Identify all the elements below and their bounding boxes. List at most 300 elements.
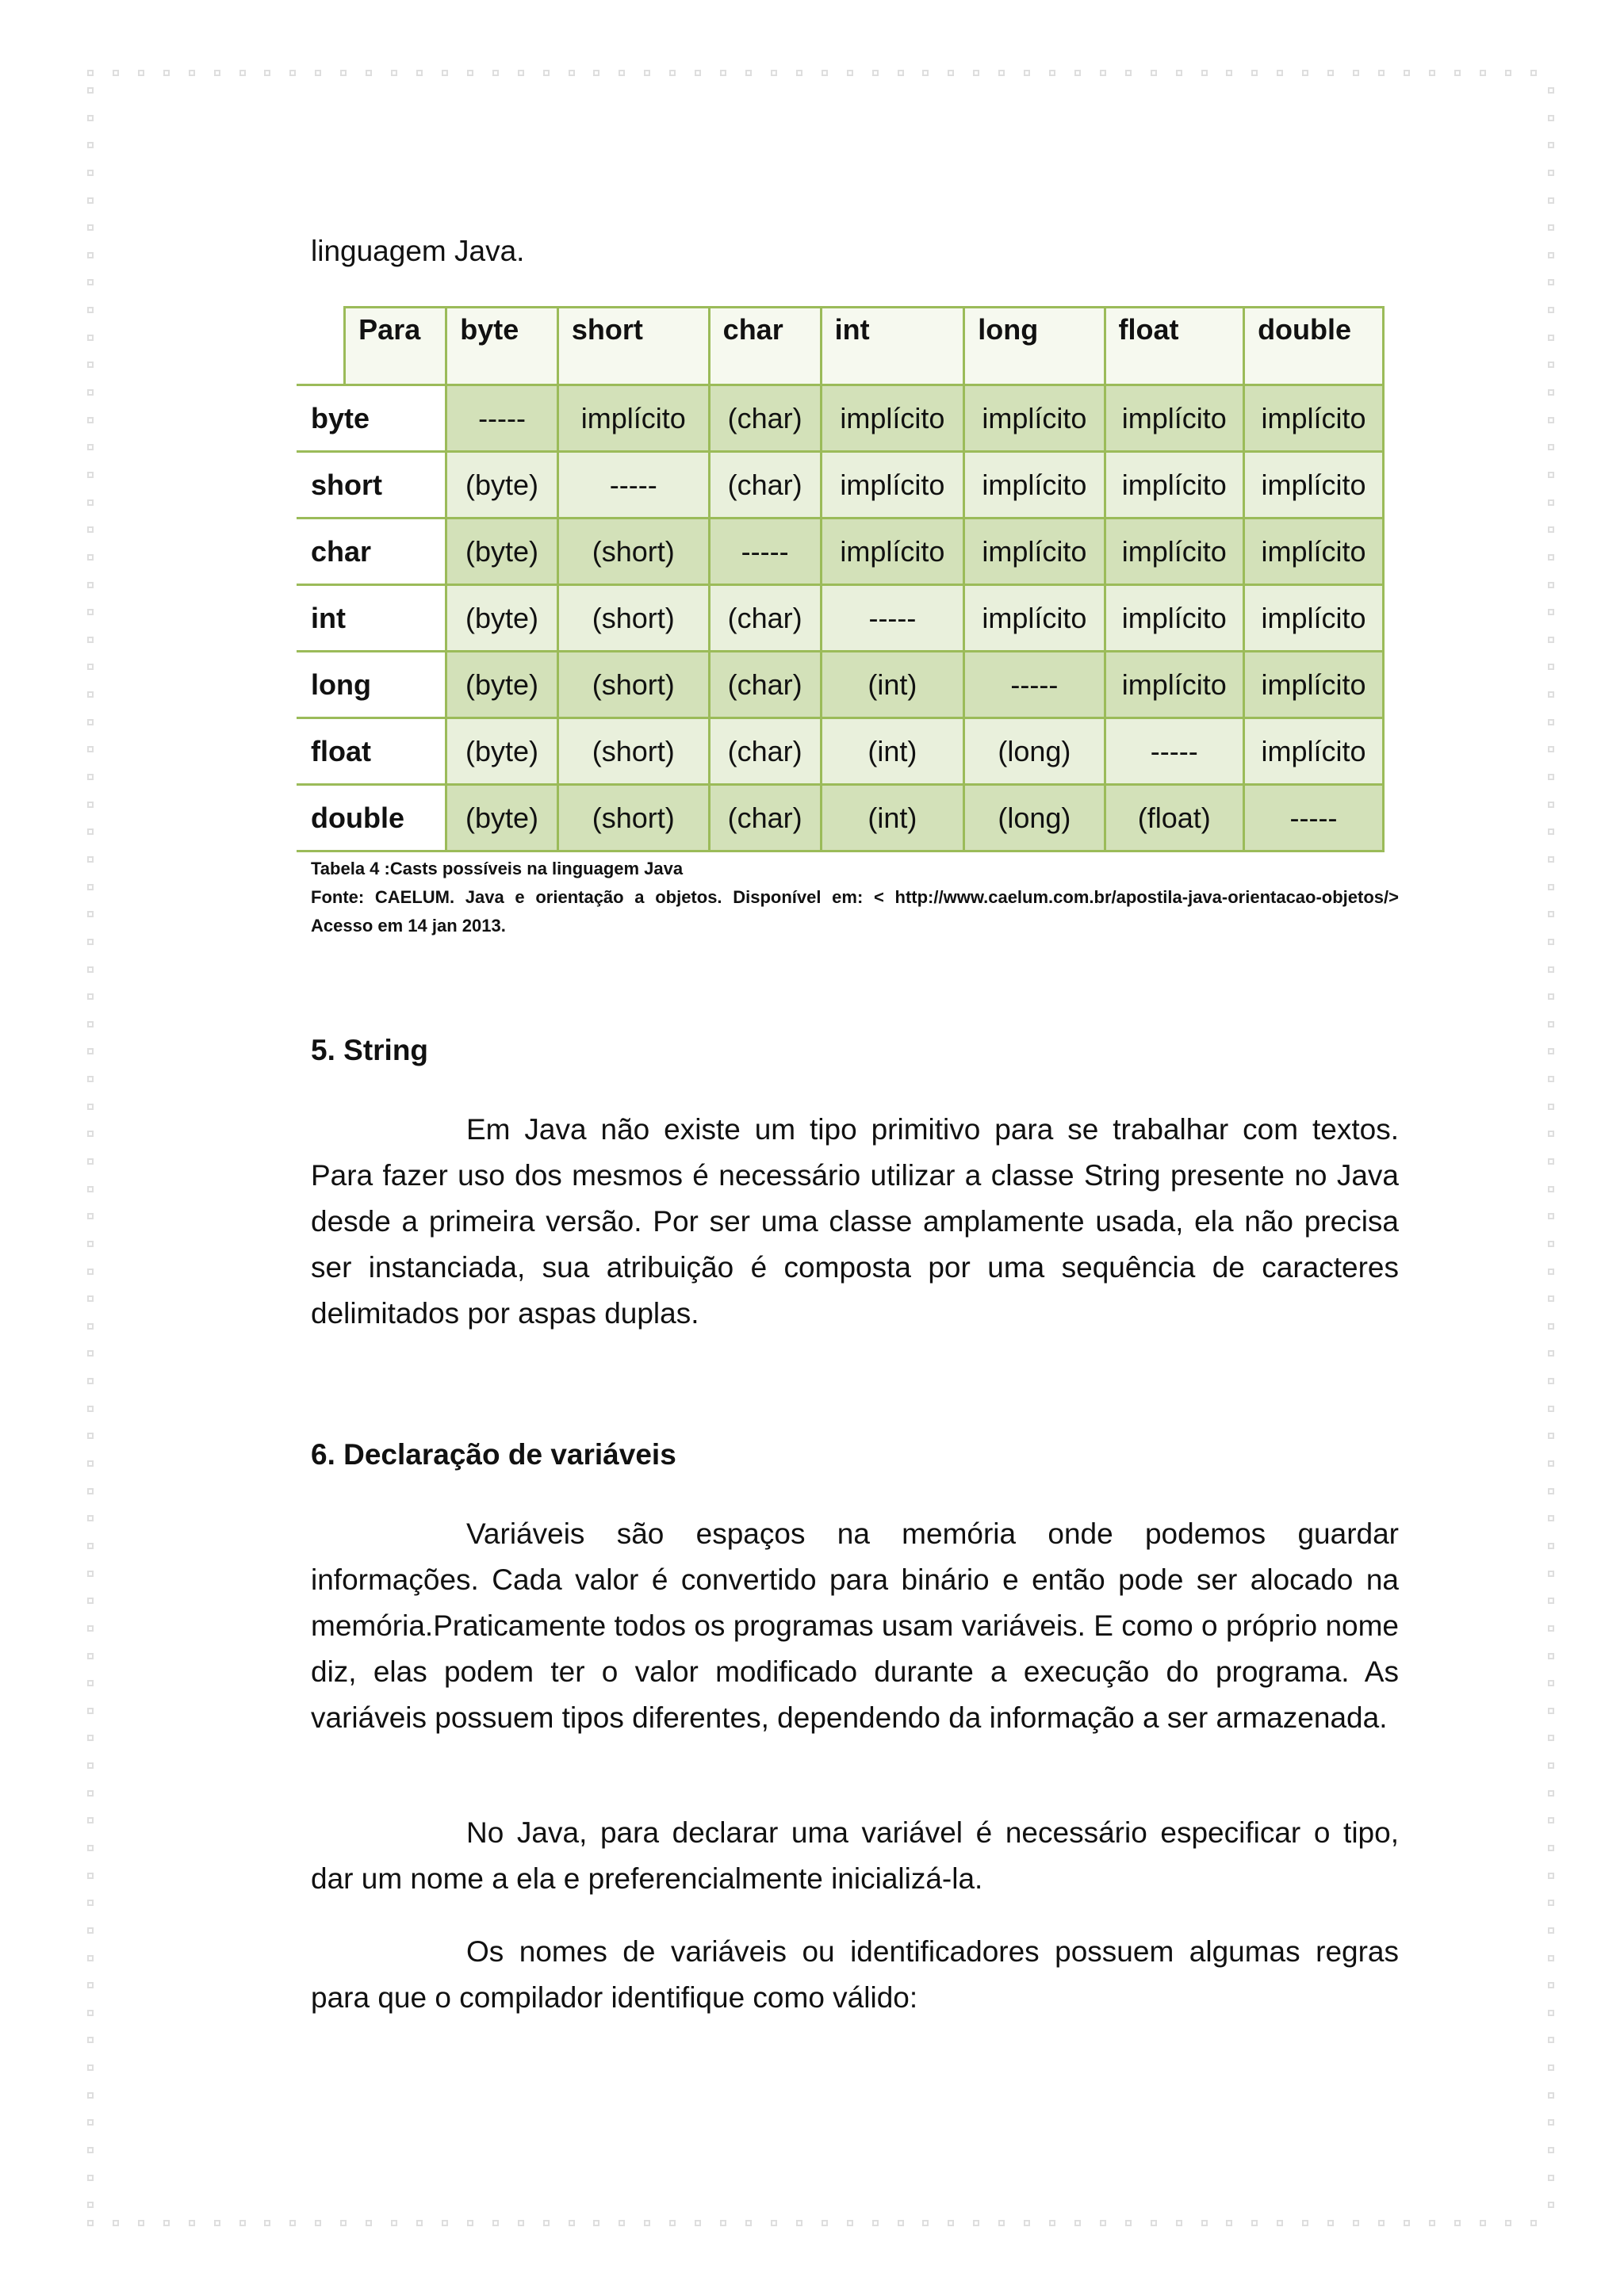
border-square xyxy=(569,2220,575,2226)
table-cell: ----- xyxy=(1244,785,1384,851)
border-square xyxy=(366,2220,372,2226)
table-cell: implícito xyxy=(1105,652,1244,718)
border-square xyxy=(87,1708,94,1714)
border-square xyxy=(1548,2037,1554,2043)
table-row xyxy=(297,519,1384,585)
table-caption xyxy=(311,855,1399,940)
border-square xyxy=(87,993,94,1000)
border-square xyxy=(1548,1708,1554,1714)
table-cell: implícito xyxy=(964,452,1105,519)
border-square xyxy=(898,70,904,76)
table-row-header: double xyxy=(297,785,446,851)
border-square xyxy=(1548,554,1554,561)
table-cell: ----- xyxy=(557,452,709,519)
border-square xyxy=(1429,70,1435,76)
border-square xyxy=(1548,279,1554,285)
border-square xyxy=(1548,335,1554,341)
border-square xyxy=(1548,1104,1554,1110)
table-cell: (byte) xyxy=(446,585,558,652)
border-square xyxy=(87,939,94,945)
table-cell: (char) xyxy=(709,585,821,652)
border-square xyxy=(264,2220,270,2226)
border-square xyxy=(1548,362,1554,368)
page-border-right xyxy=(1548,87,1557,2209)
border-square xyxy=(1548,1790,1554,1797)
table-cell: (int) xyxy=(821,718,964,785)
border-square xyxy=(1454,70,1461,76)
border-square xyxy=(847,2220,853,2226)
table-cell: (int) xyxy=(821,652,964,718)
border-square xyxy=(1024,70,1030,76)
border-square xyxy=(822,70,828,76)
border-square xyxy=(1548,2202,1554,2208)
border-square xyxy=(1302,70,1308,76)
border-square xyxy=(87,417,94,423)
border-square xyxy=(1548,1900,1554,1906)
border-square xyxy=(1548,1571,1554,1577)
border-square xyxy=(87,1817,94,1823)
table-row xyxy=(297,785,1384,851)
border-square xyxy=(1548,1680,1554,1686)
border-square xyxy=(1548,1653,1554,1659)
border-square xyxy=(87,1048,94,1054)
border-square xyxy=(1074,2220,1081,2226)
border-square xyxy=(1548,252,1554,258)
border-square xyxy=(87,1845,94,1851)
border-square xyxy=(1548,911,1554,917)
border-square xyxy=(998,2220,1005,2226)
table-cell: (char) xyxy=(709,718,821,785)
border-square xyxy=(87,1955,94,1961)
table-cell: implícito xyxy=(1105,519,1244,585)
table-cell: implícito xyxy=(821,385,964,452)
border-square xyxy=(1548,1295,1554,1302)
border-square xyxy=(1100,2220,1106,2226)
border-square xyxy=(87,1378,94,1384)
table-cell: implícito xyxy=(1244,718,1384,785)
table-row xyxy=(297,585,1384,652)
border-square xyxy=(87,554,94,561)
table-cell: implícito xyxy=(1105,585,1244,652)
border-square xyxy=(87,1735,94,1741)
border-square xyxy=(1024,2220,1030,2226)
border-square xyxy=(872,2220,879,2226)
border-square xyxy=(1548,1735,1554,1741)
border-square xyxy=(1548,1021,1554,1027)
border-square xyxy=(87,774,94,780)
border-square xyxy=(87,224,94,231)
section-paragraph: Em Java não existe um tipo primitivo para se trabalhar com textos. Para fazer uso dos mesmos é necessário utilizar a classe String presente no Java desde a primeira versão. Por ser uma classe amplamente usada, ela não precisa ser instanciada, sua atribuição é composta por uma sequência de caracteres delimitados por aspas duplas. xyxy=(311,1113,1399,1330)
table-header-col: float xyxy=(1105,308,1244,385)
table-body xyxy=(297,385,1384,851)
border-square xyxy=(1125,70,1132,76)
border-square xyxy=(1548,142,1554,148)
border-square xyxy=(1548,1598,1554,1604)
border-square xyxy=(1548,2064,1554,2071)
border-square xyxy=(87,884,94,890)
border-square xyxy=(1548,499,1554,506)
border-square xyxy=(1548,884,1554,890)
table-cell: implícito xyxy=(1244,585,1384,652)
border-square xyxy=(87,1515,94,1521)
border-square xyxy=(973,70,979,76)
border-square xyxy=(87,1186,94,1192)
border-square xyxy=(214,70,220,76)
border-square xyxy=(1548,1269,1554,1275)
table-cell: ----- xyxy=(964,652,1105,718)
table-header-col: long xyxy=(964,308,1105,385)
table-cell: (byte) xyxy=(446,785,558,851)
border-square xyxy=(1151,70,1157,76)
border-square xyxy=(644,2220,650,2226)
border-square xyxy=(87,1680,94,1686)
section-paragraph: Os nomes de variáveis ou identificadores possuem algumas regras para que o compilador identifique como válido: xyxy=(311,1935,1399,2014)
border-square xyxy=(87,1269,94,1275)
border-square xyxy=(1548,87,1554,94)
border-square xyxy=(1049,70,1055,76)
border-square xyxy=(720,70,726,76)
section-paragraph: Variáveis são espaços na memória onde podemos guardar informações. Cada valor é convertido para binário e então pode ser alocado na memória.Praticamente todos os programas usam variáveis. E como o próprio nome diz, elas podem ter o valor modificado durante a execução do programa. As variáveis possuem tipos diferentes, dependendo da informação a ser armazenada. xyxy=(311,1517,1399,1734)
border-square xyxy=(669,70,676,76)
border-square xyxy=(1548,1845,1554,1851)
border-square xyxy=(189,2220,195,2226)
border-square xyxy=(644,70,650,76)
border-square xyxy=(1505,2220,1511,2226)
border-square xyxy=(163,70,170,76)
border-square xyxy=(113,2220,119,2226)
table-cell: (byte) xyxy=(446,452,558,519)
border-square xyxy=(1548,1460,1554,1467)
section-heading-string: 5. String xyxy=(311,1034,429,1066)
border-square xyxy=(87,142,94,148)
border-square xyxy=(289,2220,296,2226)
border-square xyxy=(1548,1378,1554,1384)
border-square xyxy=(922,70,929,76)
border-square xyxy=(87,1653,94,1659)
border-square xyxy=(745,70,752,76)
table-row-header: short xyxy=(297,452,446,519)
border-square xyxy=(948,2220,954,2226)
border-square xyxy=(87,582,94,588)
border-square xyxy=(391,2220,397,2226)
border-square xyxy=(1378,70,1385,76)
table-cell: (short) xyxy=(557,585,709,652)
border-square xyxy=(87,1104,94,1110)
border-square xyxy=(366,70,372,76)
border-square xyxy=(87,252,94,258)
border-square xyxy=(1548,582,1554,588)
border-square xyxy=(1548,1817,1554,1823)
border-square xyxy=(87,1406,94,1412)
border-square xyxy=(87,1927,94,1934)
border-square xyxy=(1429,2220,1435,2226)
border-square xyxy=(1201,70,1208,76)
border-square xyxy=(1548,719,1554,725)
border-square xyxy=(1251,70,1258,76)
border-square xyxy=(87,664,94,670)
border-square xyxy=(1548,746,1554,752)
border-square xyxy=(1548,1433,1554,1439)
border-square xyxy=(113,70,119,76)
border-square xyxy=(189,70,195,76)
border-square xyxy=(87,1598,94,1604)
border-square xyxy=(1226,2220,1232,2226)
border-square xyxy=(87,1076,94,1082)
border-square xyxy=(973,2220,979,2226)
table-cell: (short) xyxy=(557,718,709,785)
border-square xyxy=(1548,1982,1554,1988)
border-square xyxy=(1548,691,1554,698)
border-square xyxy=(1548,1048,1554,1054)
border-square xyxy=(87,609,94,615)
border-square xyxy=(87,197,94,204)
border-square xyxy=(87,115,94,121)
border-square xyxy=(1548,170,1554,176)
table-cell: (long) xyxy=(964,718,1105,785)
border-square xyxy=(1548,609,1554,615)
border-square xyxy=(1404,2220,1410,2226)
border-square xyxy=(1548,856,1554,863)
border-square xyxy=(1548,966,1554,973)
table-row xyxy=(297,652,1384,718)
border-square xyxy=(87,1625,94,1632)
border-square xyxy=(87,1131,94,1137)
border-square xyxy=(1100,70,1106,76)
border-square xyxy=(315,70,321,76)
border-square xyxy=(87,170,94,176)
border-square xyxy=(492,70,499,76)
table-cell: (byte) xyxy=(446,652,558,718)
border-square xyxy=(1548,389,1554,396)
table-row-header: float xyxy=(297,718,446,785)
border-square xyxy=(1548,1186,1554,1192)
border-square xyxy=(619,2220,625,2226)
border-square xyxy=(771,2220,777,2226)
table-caption-source: Fonte: CAELUM. Java e orientação a objetos. Disponível em: < http://www.caelum.com.br/apostila-java-orientacao-objetos/> Acesso em 14 jan 2013. xyxy=(311,887,1399,936)
border-square xyxy=(569,70,575,76)
table-header-col: char xyxy=(709,308,821,385)
border-square xyxy=(87,719,94,725)
border-square xyxy=(87,746,94,752)
table-cell: (char) xyxy=(709,452,821,519)
border-square xyxy=(87,2037,94,2043)
border-square xyxy=(87,1158,94,1165)
border-square xyxy=(87,2220,94,2226)
border-square xyxy=(1548,637,1554,643)
border-square xyxy=(138,70,144,76)
border-square xyxy=(1548,444,1554,450)
border-square xyxy=(87,966,94,973)
border-square xyxy=(771,70,777,76)
border-square xyxy=(619,70,625,76)
border-square xyxy=(1302,2220,1308,2226)
border-square xyxy=(239,70,246,76)
table-caption-title: Tabela 4 :Casts possíveis na linguagem Java xyxy=(311,859,684,878)
border-square xyxy=(87,335,94,341)
border-square xyxy=(87,2175,94,2181)
border-square xyxy=(416,70,423,76)
border-square xyxy=(518,2220,524,2226)
table-cell: implícito xyxy=(821,452,964,519)
section-heading-variables: 6. Declaração de variáveis xyxy=(311,1438,676,1471)
border-square xyxy=(822,2220,828,2226)
table-cell: implícito xyxy=(557,385,709,452)
table-cell: implícito xyxy=(1105,385,1244,452)
table-cell: implícito xyxy=(1105,452,1244,519)
border-square xyxy=(1548,802,1554,808)
border-square xyxy=(87,1021,94,1027)
border-square xyxy=(1353,2220,1359,2226)
border-square xyxy=(87,2147,94,2153)
table-row xyxy=(297,385,1384,452)
border-square xyxy=(340,2220,347,2226)
section-paragraph: No Java, para declarar uma variável é necessário especificar o tipo, dar um nome a ela e preferencialmente inicializá-la. xyxy=(311,1816,1399,1895)
border-square xyxy=(1327,70,1334,76)
table-corner-blank xyxy=(297,308,345,385)
border-square xyxy=(796,2220,802,2226)
border-square xyxy=(87,1982,94,1988)
table-cell: (char) xyxy=(709,385,821,452)
border-square xyxy=(239,2220,246,2226)
border-square xyxy=(1251,2220,1258,2226)
border-square xyxy=(1548,1158,1554,1165)
table-row-header: long xyxy=(297,652,446,718)
table-header-col: double xyxy=(1244,308,1384,385)
border-square xyxy=(87,1488,94,1494)
border-square xyxy=(543,70,550,76)
border-square xyxy=(87,1571,94,1577)
border-square xyxy=(1548,2147,1554,2153)
border-square xyxy=(87,637,94,643)
border-square xyxy=(442,2220,448,2226)
table-cell: (byte) xyxy=(446,519,558,585)
border-square xyxy=(695,70,701,76)
border-square xyxy=(87,1241,94,1247)
table-row-header: byte xyxy=(297,385,446,452)
border-square xyxy=(720,2220,726,2226)
border-square xyxy=(87,87,94,94)
border-square xyxy=(1548,939,1554,945)
border-square xyxy=(87,2010,94,2016)
border-square xyxy=(1480,2220,1486,2226)
table-cell: implícito xyxy=(964,585,1105,652)
border-square xyxy=(1201,2220,1208,2226)
border-square xyxy=(315,2220,321,2226)
border-square xyxy=(87,1295,94,1302)
table-cell: (int) xyxy=(821,785,964,851)
table-cell: (short) xyxy=(557,519,709,585)
table-cell: implícito xyxy=(1244,519,1384,585)
border-square xyxy=(214,2220,220,2226)
border-square xyxy=(1454,2220,1461,2226)
table-cell: implícito xyxy=(1244,452,1384,519)
border-square xyxy=(87,1350,94,1357)
border-square xyxy=(593,70,599,76)
border-square xyxy=(87,828,94,835)
table-cell: implícito xyxy=(1244,385,1384,452)
table-cell: implícito xyxy=(1244,652,1384,718)
border-square xyxy=(1548,2175,1554,2181)
border-square xyxy=(669,2220,676,2226)
border-square xyxy=(1548,1241,1554,1247)
border-square xyxy=(847,70,853,76)
border-square xyxy=(1548,828,1554,835)
border-square xyxy=(1548,1873,1554,1879)
border-square xyxy=(87,2064,94,2071)
border-square xyxy=(998,70,1005,76)
border-square xyxy=(87,691,94,698)
border-square xyxy=(87,1790,94,1797)
border-square xyxy=(1548,2010,1554,2016)
border-square xyxy=(898,2220,904,2226)
border-square xyxy=(872,70,879,76)
table-cell: (long) xyxy=(964,785,1105,851)
border-square xyxy=(87,1762,94,1769)
border-square xyxy=(87,499,94,506)
table-header-para: Para xyxy=(345,308,446,385)
border-square xyxy=(1548,774,1554,780)
border-square xyxy=(1327,2220,1334,2226)
table-cell: implícito xyxy=(964,385,1105,452)
border-square xyxy=(1548,197,1554,204)
border-square xyxy=(87,802,94,808)
border-square xyxy=(340,70,347,76)
border-square xyxy=(1548,1131,1554,1137)
border-square xyxy=(1074,70,1081,76)
border-square xyxy=(87,70,94,76)
table-row xyxy=(297,452,1384,519)
border-square xyxy=(87,856,94,863)
border-square xyxy=(796,70,802,76)
border-square xyxy=(87,472,94,478)
table-cell: (char) xyxy=(709,785,821,851)
table-header-col: int xyxy=(821,308,964,385)
intro-text: linguagem Java. xyxy=(311,235,525,267)
border-square xyxy=(1378,2220,1385,2226)
border-square xyxy=(87,1900,94,1906)
border-square xyxy=(1548,115,1554,121)
border-square xyxy=(1548,1955,1554,1961)
border-square xyxy=(87,279,94,285)
border-square xyxy=(1548,993,1554,1000)
border-square xyxy=(87,2092,94,2099)
border-square xyxy=(87,2119,94,2126)
border-square xyxy=(1548,1543,1554,1549)
table-cell: (byte) xyxy=(446,718,558,785)
border-square xyxy=(87,444,94,450)
table-row-header: int xyxy=(297,585,446,652)
border-square xyxy=(467,2220,473,2226)
border-square xyxy=(1548,1323,1554,1330)
border-square xyxy=(922,2220,929,2226)
border-square xyxy=(1548,1076,1554,1082)
border-square xyxy=(518,70,524,76)
table-cell: (short) xyxy=(557,785,709,851)
border-square xyxy=(492,2220,499,2226)
table-header-col: byte xyxy=(446,308,558,385)
page-border-left xyxy=(87,87,97,2209)
border-square xyxy=(1548,1488,1554,1494)
border-square xyxy=(1548,307,1554,313)
border-square xyxy=(1548,1213,1554,1219)
border-square xyxy=(87,1543,94,1549)
table-cell: implícito xyxy=(821,519,964,585)
border-square xyxy=(87,1873,94,1879)
table-header-row xyxy=(297,308,1384,385)
border-square xyxy=(87,1460,94,1467)
border-square xyxy=(467,70,473,76)
border-square xyxy=(264,70,270,76)
